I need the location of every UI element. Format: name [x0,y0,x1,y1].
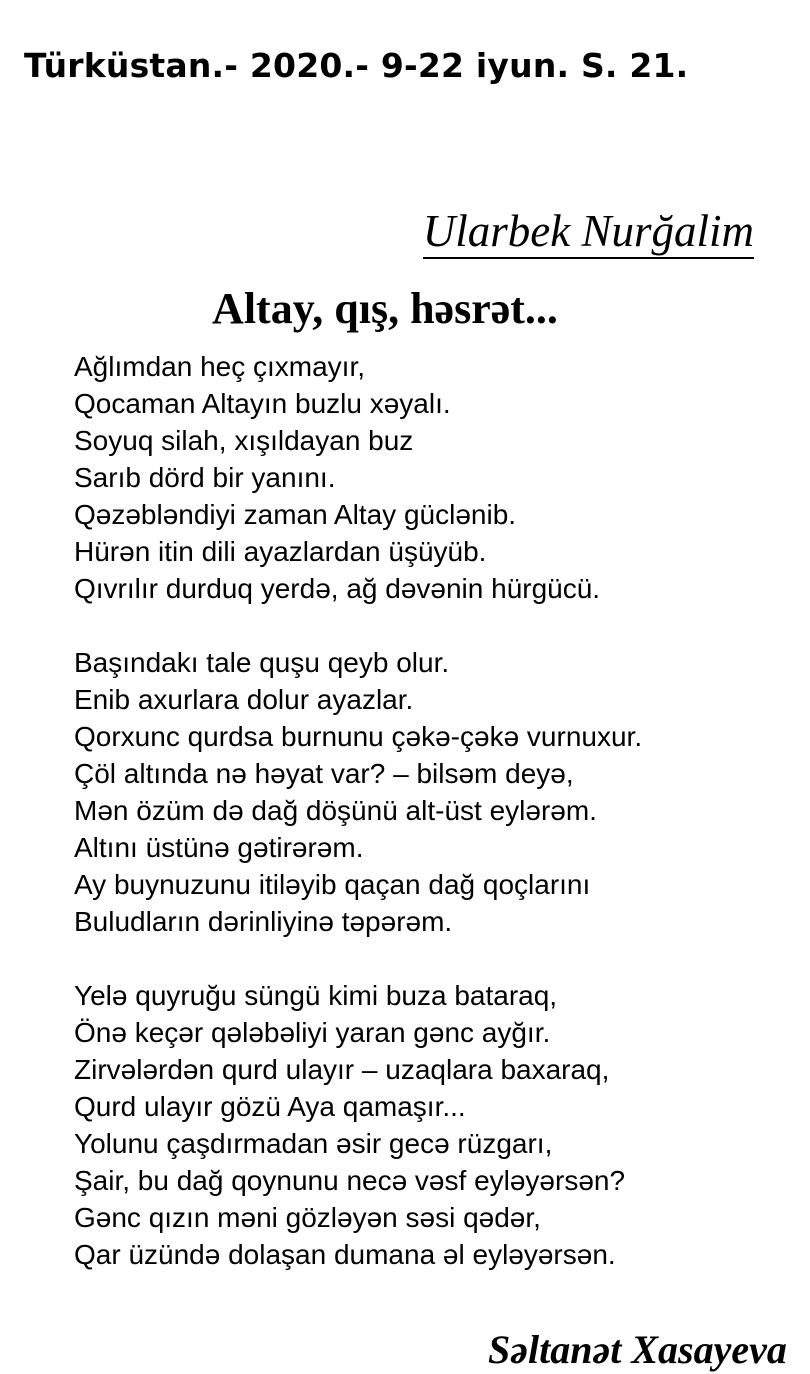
stanza [74,348,642,607]
poem-line: Yolunu çaşdırmadan əsir gecə rüzgarı, [74,1128,553,1159]
poem-title: Altay, qış, həsrət... [212,284,558,333]
author-name: Ularbek Nurğalim [423,205,754,259]
poem-line: Enib axurlara dolur ayazlar. [74,684,414,715]
poem-line: Şair, bu dağ qoynunu necə vəsf eyləyərsən? [74,1165,626,1196]
poem-body [74,348,642,1310]
poem-line: Sarıb dörd bir yanını. [74,462,336,493]
poem-line: Qocaman Altayın buzlu xəyalı. [74,388,451,419]
poem-line: Önə keçər qələbəliyi yaran gənc ayğır. [74,1017,551,1048]
poem-line: Başındakı tale quşu qeyb olur. [74,647,450,678]
poem-line: Çöl altında nə həyat var? – bilsəm deyə, [74,758,574,789]
poem-line: Soyuq silah, xışıldayan buz [74,425,414,456]
poem-line: Yelə quyruğu süngü kimi buza bataraq, [74,980,558,1011]
poem-line: Buludların dərinliyinə təpərəm. [74,906,453,937]
source-citation: Türküstan.- 2020.- 9-22 iyun. S. 21. [24,46,689,85]
poem-line: Altını üstünə gətirərəm. [74,832,364,863]
poem-line: Qar üzündə dolaşan dumana əl eyləyərsən. [74,1239,616,1270]
poem-line: Hürən itin dili ayazlardan üşüyüb. [74,536,487,567]
poem-line: Zirvələrdən qurd ulayır – uzaqlara baxaraq, [74,1054,610,1085]
poem-line: Qurd ulayır gözü Aya qamaşır... [74,1091,466,1122]
poem-line: Gənc qızın məni gözləyən səsi qədər, [74,1202,541,1233]
poem-line: Qorxunc qurdsa burnunu çəkə-çəkə vurnuxur. [74,721,643,752]
poem-line: Qıvrılır durduq yerdə, ağ dəvənin hürgücü. [74,573,601,604]
stanza [74,644,642,940]
stanza [74,977,642,1273]
poem-line: Mən özüm də dağ döşünü alt-üst eylərəm. [74,795,597,826]
poem-line: Ağlımdan heç çıxmayır, [74,351,366,382]
cut-off-signature: Səltanət Xasayeva [488,1327,787,1372]
poem-line: Ay buynuzunu itiləyib qaçan dağ qoçlarını [74,869,591,900]
poem-line: Qəzəbləndiyi zaman Altay güclənib. [74,499,517,530]
